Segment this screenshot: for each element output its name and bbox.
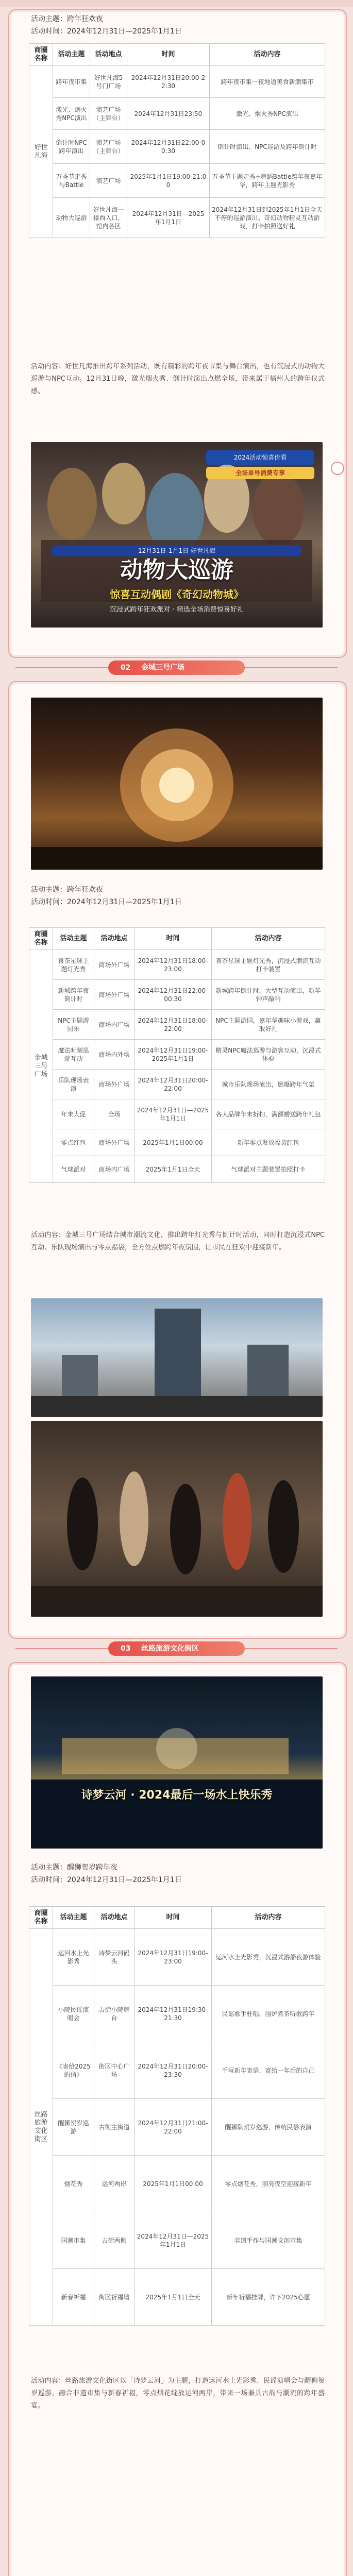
cell: 新年祈福挂牌，许下2025心愿 — [212, 2269, 325, 2326]
poster-sub1: 惊喜互动偶剧《奇幻动物城》 — [110, 588, 244, 601]
cell: 演艺广场 — [90, 164, 127, 198]
cell: 新城跨年夜倒计时 — [53, 980, 94, 1010]
cell: 新城跨年倒计时，大型互动演出，新年钟声敲响 — [212, 980, 325, 1010]
cell: 商场内外场 — [94, 1040, 135, 1070]
banner-line-right — [245, 667, 338, 668]
cell: 跨年夜市集 — [53, 66, 90, 98]
cell: 2024年12月31日23:50 — [127, 98, 210, 130]
badge-bottom: 全场单号消费专享 — [206, 467, 314, 479]
section-number: 03 — [121, 1645, 131, 1653]
cell: 烟花秀 — [53, 2156, 94, 2212]
cell: 演艺广场（主舞台） — [90, 98, 127, 130]
th-venue: 商圈名称 — [29, 44, 53, 66]
cell: 年末大促 — [53, 1099, 94, 1129]
cell: 新春祈福 — [53, 2269, 94, 2326]
cell: 古街两侧 — [94, 2212, 135, 2269]
table-row — [29, 1156, 325, 1183]
table-row — [29, 1010, 325, 1040]
cell: 各大品牌年末折扣，满额赠送跨年礼包 — [212, 1099, 325, 1129]
section-banner-02 — [0, 657, 353, 678]
th-place: 活动地点 — [94, 928, 135, 950]
badge-top: 2024活动惊喜价看 — [206, 450, 314, 465]
cell: 2025年1月1日00:00 — [135, 1129, 212, 1156]
cell: 运河两岸 — [94, 2156, 135, 2212]
paragraph-3: 活动内容：丝路旅游文化街区以「诗梦云河」为主题，打造运河水上光影秀、民谣演唱会与醒狮贺岁巡游，融合非遗市集与新春祈福，零点烟花绽放运河两岸，带来一场兼具古韵与潮流的跨年盛宴。 — [31, 2377, 325, 2410]
paragraph-1: 活动内容：好世凡海推出跨年系列活动，既有精彩的跨年夜市集与舞台演出，也有沉浸式的动物大巡游与NPC互动。12月31日晚，激光烟火秀、倒计时演出点燃全场，带来属于福州人的跨年仪式感。 — [31, 363, 325, 395]
cell: 激光、烟火秀NPC演出 — [210, 98, 325, 130]
cell: 演艺广场（主舞台） — [90, 130, 127, 164]
paragraph-2: 活动内容：金城三号广场结合城市潮流文化，推出跨年灯光秀与倒计时活动，同时打造沉浸式NPC互动、乐队现场演出与零点福袋，全方位点燃跨年夜氛围，让市民在狂欢中迎接新年。 — [31, 1231, 325, 1251]
table-row — [29, 950, 325, 980]
cell: 2024年12月31日—2025年1月1日 — [135, 1099, 212, 1129]
th-content: 活动内容 — [212, 1907, 325, 1929]
venue-cell: 好世凡海 — [29, 66, 53, 238]
photo-city-tower — [31, 1298, 323, 1417]
venue-cell: 丝路旅游文化街区 — [29, 1929, 53, 2326]
banner-line-right — [245, 1648, 338, 1649]
poster-date: 12月31日-1月1日 好世凡海 — [52, 545, 302, 556]
section-title: 丝路旅游文化街区 — [141, 1645, 199, 1653]
cell: 喜茶星球主题灯光秀 — [53, 950, 94, 980]
cell: 商场外广场 — [94, 1129, 135, 1156]
scroll-top-button[interactable] — [331, 462, 344, 475]
cell: 2024年12月31日22:00-00:30 — [127, 130, 210, 164]
section-banner-03 — [0, 1638, 353, 1659]
poster-sub2: 沉浸式跨年狂欢派对 · 精选全场消费惊喜好礼 — [110, 606, 244, 614]
cell: 2024年12月31日21:00-22:00 — [135, 2099, 212, 2156]
canal-night-illustration — [31, 1676, 323, 1849]
cell: 零点烟花秀，照亮夜空迎接新年 — [212, 2156, 325, 2212]
table-row — [29, 66, 325, 98]
light-installation-illustration — [31, 698, 323, 870]
cell: NPC主题游园乐 — [53, 1010, 94, 1040]
cell: 2024年12月31日22:00-00:30 — [135, 980, 212, 1010]
cell: 动物大巡游 — [53, 198, 90, 238]
table-row — [29, 1099, 325, 1129]
table-row — [29, 2042, 325, 2099]
cell: 商场内广场 — [94, 1010, 135, 1040]
table-header-row — [29, 44, 325, 66]
cell: 2024年12月31日20:00-22:00 — [135, 1070, 212, 1099]
poster-headline: 动物大巡游 — [120, 557, 233, 583]
th-place: 活动地点 — [94, 1907, 135, 1929]
cell: 运河水上光影秀 — [53, 1929, 94, 1986]
cell: 诗梦云河码头 — [94, 1929, 135, 1986]
activity-time: 活动时间：2024年12月31日—2025年1月1日 — [31, 27, 182, 36]
cell: 商场内广场 — [94, 1156, 135, 1183]
table-row — [29, 1040, 325, 1070]
banner-line-left — [15, 667, 108, 668]
section-title-pill — [108, 660, 245, 675]
dancers-illustration — [31, 1421, 323, 1617]
cell: 2024年12月31日19:00-2025年1月1日 — [135, 1040, 212, 1070]
activity-theme: 活动主题：跨年狂欢夜 — [31, 15, 103, 23]
cell: 2024年12月31日18:00-23:00 — [135, 950, 212, 980]
activity-theme: 活动主题：醒狮贺岁跨年夜 — [31, 1863, 117, 1872]
th-time: 时间 — [127, 44, 210, 66]
th-venue: 商圈名称 — [29, 928, 53, 950]
top-decoration — [0, 0, 353, 7]
cell: 手写新年寄语，寄给一年后的自己 — [212, 2042, 325, 2099]
event-table-3 — [29, 1906, 325, 2326]
cell: 商场外广场 — [94, 980, 135, 1010]
table-row — [29, 1986, 325, 2042]
th-content: 活动内容 — [212, 928, 325, 950]
section-title: 金城三号广场 — [141, 664, 184, 672]
table-row — [29, 198, 325, 238]
cell: 2025年1月1日19:00-21:00 — [127, 164, 210, 198]
event-table-1 — [29, 43, 325, 238]
cell: 2025年1月1日00:00 — [135, 2156, 212, 2212]
cell: 全场 — [94, 1099, 135, 1129]
cell: 小院民谣演唱会 — [53, 1986, 94, 2042]
cell: 新年零点发放福袋红包 — [212, 1129, 325, 1156]
poster-animal-parade — [31, 442, 323, 628]
section-number: 02 — [121, 664, 131, 672]
event-table-2 — [29, 927, 325, 1183]
city-skyline-illustration — [31, 1298, 323, 1417]
cell: 跨年夜市集一夜地道美食新潮集市 — [210, 66, 325, 98]
th-venue: 商圈名称 — [29, 1907, 53, 1929]
cell: 街区祈福墙 — [94, 2269, 135, 2326]
table-row — [29, 164, 325, 198]
venue-cell: 金城三号广场 — [29, 950, 53, 1183]
cell: 零点红包 — [53, 1129, 94, 1156]
table-row — [29, 980, 325, 1010]
cell: 万圣节走秀与Battle — [53, 164, 90, 198]
canal-headline: 诗梦云河 · 2024最后一场水上快乐秀 — [81, 1789, 273, 1802]
cell: 醒狮队贺岁巡游，传统民俗表演 — [212, 2099, 325, 2156]
table-row — [29, 2269, 325, 2326]
cell: 古街主街道 — [94, 2099, 135, 2156]
cell: 2024年12月31日19:00-23:00 — [135, 1929, 212, 1986]
table-row — [29, 1929, 325, 1986]
th-content: 活动内容 — [210, 44, 325, 66]
banner-line-left — [15, 1648, 108, 1649]
table-header-row — [29, 1907, 325, 1929]
th-place: 活动地点 — [90, 44, 127, 66]
table-header-row — [29, 928, 325, 950]
section-title-pill — [108, 1641, 245, 1656]
table-row — [29, 1129, 325, 1156]
activity-time: 活动时间：2024年12月31日—2025年1月1日 — [31, 898, 182, 906]
photo-canal-show — [31, 1676, 323, 1849]
cell: 2024年12月31日到2025年1月1日全天不停的巡游演出、奇幻动物精灵互动游戏，打卡拍照送好礼 — [210, 198, 325, 238]
cell: 倒计时演出、NPC巡游及跨年倒计时 — [210, 130, 325, 164]
cell: 倒计时NPC跨年演出 — [53, 130, 90, 164]
activity-theme: 活动主题：跨年狂欢夜 — [31, 886, 103, 894]
cell: 好世凡海5号门广场 — [90, 66, 127, 98]
cell: 2024年12月31日19:30-21:30 — [135, 1986, 212, 2042]
cell: 2025年1月1日全天 — [135, 2269, 212, 2326]
cell: 2024年12月31日—2025年1月1日 — [127, 198, 210, 238]
cell: 《寄给2025的信》 — [53, 2042, 94, 2099]
table-row — [29, 1070, 325, 1099]
cell: 精灵NPC魔法巡游与游客互动，沉浸式体验 — [212, 1040, 325, 1070]
table-row — [29, 2212, 325, 2269]
cell: 民谣歌手驻唱，围炉煮茶听歌跨年 — [212, 1986, 325, 2042]
cell: 商场外广场 — [94, 1070, 135, 1099]
table-row — [29, 2156, 325, 2212]
cell: 商场外广场 — [94, 950, 135, 980]
cell: 2024年12月31日20:00-23:30 — [135, 2042, 212, 2099]
th-time: 时间 — [135, 928, 212, 950]
photo-balloon-light — [31, 698, 323, 870]
cell: 街区中心广场 — [94, 2042, 135, 2099]
cell: 2024年12月31日18:00-22:00 — [135, 1010, 212, 1040]
cell: 非遗手作与国潮文创市集 — [212, 2212, 325, 2269]
table-row — [29, 2099, 325, 2156]
photo-dance-crowd — [31, 1421, 323, 1617]
cell: 城市乐队现场演出，燃爆跨年气氛 — [212, 1070, 325, 1099]
cell: 气球派对主题装置拍照打卡 — [212, 1156, 325, 1183]
cell: 2024年12月31日—2025年1月1日 — [135, 2212, 212, 2269]
cell: 古街小院舞台 — [94, 1986, 135, 2042]
cell: 醒狮贺岁巡游 — [53, 2099, 94, 2156]
cell: 好世凡海一楼西入口，馆内各区 — [90, 198, 127, 238]
cell: 运河水上光影秀，沉浸式游船夜游体验 — [212, 1929, 325, 1986]
cell: 魔法时刻巡游互动 — [53, 1040, 94, 1070]
cell: 喜茶星球主题灯光秀，沉浸式潮流互动打卡装置 — [212, 950, 325, 980]
th-time: 时间 — [135, 1907, 212, 1929]
cell: 2024年12月31日20:00-22:30 — [127, 66, 210, 98]
th-theme: 活动主题 — [53, 44, 90, 66]
cell: 乐队现场表演 — [53, 1070, 94, 1099]
cell: 国潮市集 — [53, 2212, 94, 2269]
th-theme: 活动主题 — [53, 928, 94, 950]
activity-time: 活动时间：2024年12月31日—2025年1月1日 — [31, 1876, 182, 1884]
cell: 气球派对 — [53, 1156, 94, 1183]
cell: 万圣节主题走秀+舞蹈Battle跨年夜嘉年华，跨年主题光影秀 — [210, 164, 325, 198]
table-row — [29, 130, 325, 164]
th-theme: 活动主题 — [53, 1907, 94, 1929]
cell: 2025年1月1日全天 — [135, 1156, 212, 1183]
cell: 激光、烟火秀NPC演出 — [53, 98, 90, 130]
cell: NPC主题游园，嘉年华趣味小游戏，赢取好礼 — [212, 1010, 325, 1040]
table-row — [29, 98, 325, 130]
